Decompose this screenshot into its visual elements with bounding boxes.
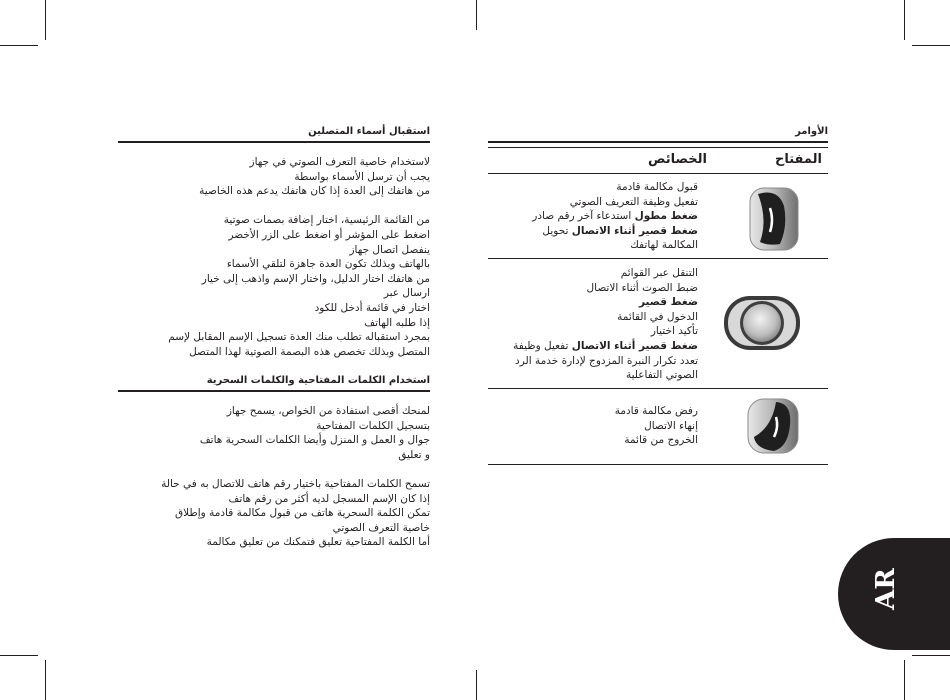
features-row-call-key: [488, 180, 698, 253]
section-title-receive-names: استقبال أسماء المتصلين: [308, 126, 430, 137]
text-line: بالهاتف وبذلك تكون العدة جاهزة لتلقي الأسماء: [226, 258, 430, 271]
feature-line: [488, 339, 698, 354]
feature-line-bold: ضغط قصير أثناء الاتصال: [571, 224, 698, 237]
feature-line: [488, 209, 698, 224]
text-line: المتصل وبذلك تخصص هذه البصمة الصوتية لهذا المتصل: [189, 345, 430, 358]
crop-mark: [476, 670, 477, 700]
feature-line: [488, 180, 698, 195]
table-row-rule: [488, 388, 828, 389]
feature-line: [488, 224, 698, 239]
table-header-top-rule: [488, 147, 828, 148]
crop-mark: [0, 45, 38, 46]
feature-line-text: التنقل عبر القوائم: [620, 267, 698, 279]
text-line: [118, 462, 430, 477]
text-line: ارسال عبر: [383, 287, 430, 300]
text-line: من هاتفك اختار الدليل، واختار الإسم واذهب إلى خيار: [201, 272, 430, 285]
table-row-rule: [488, 258, 828, 259]
feature-line-text: إنهاء الاتصال: [644, 419, 698, 432]
feature-line-text: الخروج من قائمة: [624, 434, 698, 447]
section-rule: [118, 141, 430, 143]
crop-mark: [45, 0, 46, 40]
text-line: جوال و العمل و المنزل وأيضا الكلمات السحرية هاتف: [199, 434, 430, 447]
feature-line-bold: ضغط قصير أثناء الاتصال: [571, 339, 698, 352]
text-line: إذا كان الإسم المسجل لديه أكثر من رقم هاتف: [228, 492, 430, 505]
feature-line-text: المكالمة لهاتفك: [630, 239, 698, 252]
feature-line: [488, 419, 698, 434]
feature-line: [488, 368, 698, 383]
column-header-features: الخصائص: [648, 152, 708, 167]
feature-line-bold: ضغط مطول: [634, 210, 698, 223]
feature-line-bold: ضغط قصير: [638, 296, 698, 309]
crop-mark: [904, 0, 905, 40]
table-header-bottom-rule: [488, 173, 828, 174]
language-tab-label: AR: [871, 568, 901, 610]
text-line: يجب أن ترسل الأسماء بواسطة: [294, 170, 430, 183]
feature-line-tail: تحويل: [542, 224, 572, 237]
text-line: و تعليق: [398, 448, 430, 461]
feature-line-tail: تفعيل وظيفة: [513, 339, 572, 352]
feature-line: [488, 324, 698, 339]
feature-line: [488, 295, 698, 310]
feature-line: [488, 281, 698, 296]
features-row-navigation-key: [488, 266, 698, 383]
text-line: تسمح الكلمات المفتاحية باختيار رقم هاتف للاتصال به في حالة: [161, 477, 430, 490]
crop-mark: [904, 660, 905, 700]
text-line: اضغط على المؤشر أو اضغط على الزر الأخضر: [228, 228, 430, 241]
text-line: ينفصل اتصال جهاز: [349, 243, 430, 256]
crop-mark: [0, 655, 38, 656]
feature-line-tail: استدعاء آخر رقم صادر: [532, 210, 635, 223]
crop-mark: [45, 660, 46, 700]
language-tab: [838, 538, 950, 650]
feature-line: [488, 195, 698, 210]
feature-line-text: تفعيل وظيفة التعريف الصوتي: [569, 195, 698, 208]
paragraph-receive-names: [118, 155, 430, 359]
text-line: بمجرد استقباله تطلب منك العدة تسجيل الإسم المقابل لإسم: [168, 331, 430, 344]
red-end-key-icon: [746, 397, 800, 455]
text-line: خاصية التعرف الصوتي: [332, 521, 430, 534]
section-rule: [488, 141, 828, 143]
feature-line: [488, 238, 698, 253]
feature-line-text: تعدد تكرار النبرة المزدوج لإدارة خدمة الرد: [515, 354, 698, 367]
feature-line-text: رفض مكالمة قادمة: [614, 405, 698, 417]
feature-line: [488, 266, 698, 281]
text-line: من هاتفك إلى العدة إذا كان هاتفك يدعم هذه الخاصية: [199, 185, 430, 198]
feature-line-text: قبول مكالمة قادمة: [616, 181, 698, 193]
text-line: لاستخدام خاصية التعرف الصوتي في جهاز: [249, 156, 430, 168]
text-line: [118, 199, 430, 214]
center-navigation-key-icon: [722, 293, 802, 353]
table-bottom-rule: [488, 464, 828, 465]
text-line: من القائمة الرئيسية، اختار إضافة بصمات صوتية: [223, 214, 430, 227]
feature-line-text: الصوتي التفاعلية: [626, 369, 698, 382]
text-line: أما الكلمة المفتاحية تعليق فتمكنك من تعليق مكالمة: [206, 536, 430, 549]
crop-mark: [476, 0, 477, 30]
text-line: تمكن الكلمة السحرية هاتف من قبول مكالمة قادمة وإطلاق: [175, 507, 430, 520]
text-line: اختار في قائمة أدخل للكود: [314, 301, 430, 314]
column-header-key: المفتاح: [775, 152, 822, 167]
crop-mark: [912, 655, 950, 656]
section-rule: [118, 390, 430, 392]
feature-line-text: تأكيد اختيار: [650, 325, 698, 338]
feature-line-text: ضبط الصوت أثناء الاتصال: [586, 281, 698, 294]
feature-line-text: الدخول في القائمة: [617, 310, 698, 323]
text-line: بتسجيل الكلمات المفتاحية: [316, 419, 430, 432]
crop-mark: [912, 45, 950, 46]
text-line: لمنحك أقصى استفادة من الخواص، يسمح جهاز: [226, 405, 430, 417]
paragraph-keywords: [118, 404, 430, 550]
feature-line: [488, 310, 698, 325]
section-title-keywords: استخدام الكلمات المفتاحية والكلمات السحرية: [206, 375, 430, 386]
feature-line: [488, 433, 698, 448]
features-row-end-key: [488, 404, 698, 448]
section-title-commands: الأوامر: [795, 126, 828, 137]
green-call-key-icon: [748, 186, 800, 252]
text-line: إذا طلبه الهاتف: [364, 316, 430, 329]
feature-line: [488, 404, 698, 419]
feature-line: [488, 354, 698, 369]
